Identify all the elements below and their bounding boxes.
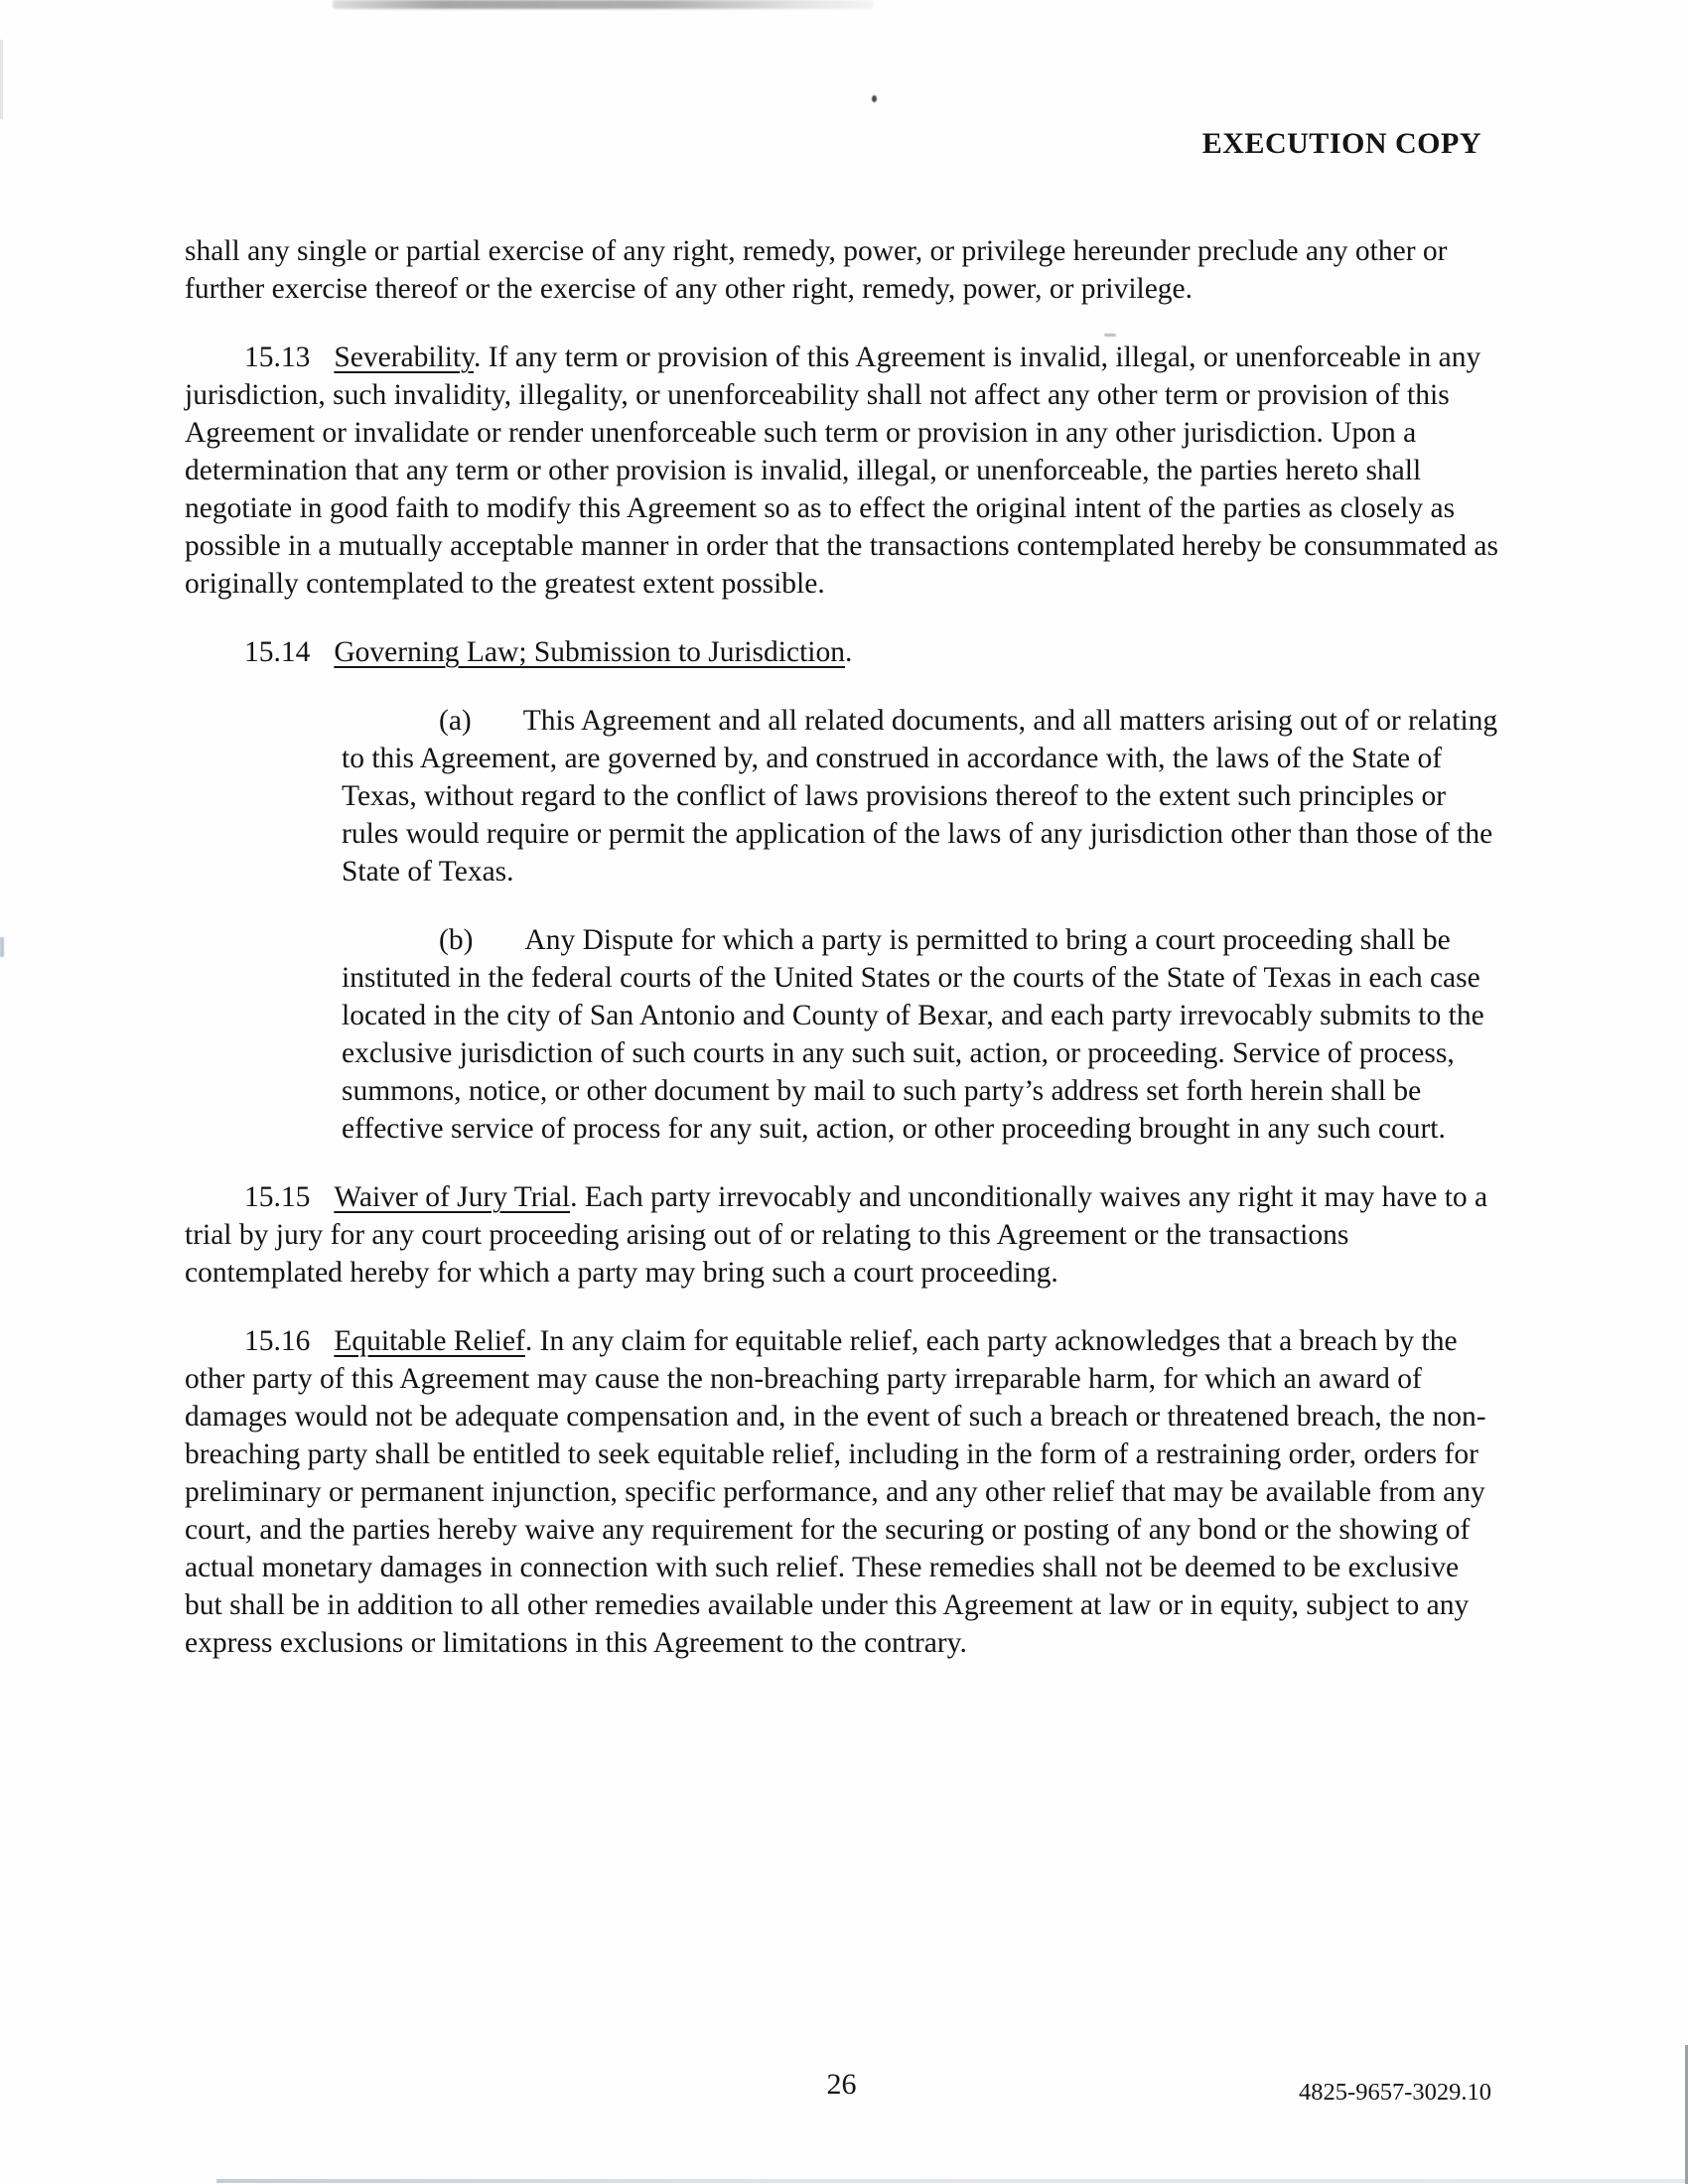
section-title-severability: Severability <box>334 341 475 373</box>
document-control-number: 4825-9657-3029.10 <box>1299 2079 1491 2106</box>
document-body <box>185 232 1501 1693</box>
section-text: . If any term or provision of this Agreement is invalid, illegal, or unenforceable in any jurisdiction, such invalidity, illegality, or unenforceability shall not affect any other term or provision of this Agreement or invalidate or render unenforceable such term or provision in any other jurisdiction. Upon a determination that any term or other provision is invalid, illegal, or unenforceable, the parties hereto shall negotiate in good faith to modify this Agreement so as to effect the original intent of the parties as closely as possible in a mutually acceptable manner in order that the transactions contemplated hereby be consummated as originally contemplated to the greatest extent possible. <box>185 341 1498 600</box>
subsection-a <box>342 702 1501 890</box>
section-text: . In any claim for equitable relief, each party acknowledges that a breach by the other party of this Agreement may cause the non-breaching party irreparable harm, for which an award of damages would not be adequate compensation and, in the event of such a breach or threatened breach, the non-breaching party shall be entitled to seek equitable relief, including in the form of a restraining order, orders for preliminary or permanent injunction, specific performance, and any other relief that may be available from any court, and the parties hereby waive any requirement for the securing or posting of any bond or the showing of actual monetary damages in connection with such relief. These remedies shall not be deemed to be exclusive but shall be in addition to all other remedies available under this Agreement at law or in equity, subject to any express exclusions or limitations in this Agreement to the contrary. <box>185 1325 1486 1659</box>
subsection-label: (b) <box>439 924 474 956</box>
section-number: 15.13 <box>244 341 311 373</box>
section-15-15 <box>185 1178 1501 1292</box>
subsection-text: This Agreement and all related documents, and all matters arising out of or relating to this Agreement, are governed by, and construed in accordance with, the laws of the State of Texas, without regard to the conflict of laws provisions thereof to the extent such principles or rules would require or permit the application of the laws of any jurisdiction other than those of the State of Texas. <box>342 705 1498 887</box>
scan-tick-left-edge <box>0 937 4 957</box>
execution-copy-header: EXECUTION COPY <box>1201 127 1481 160</box>
page-number: 26 <box>826 2068 857 2101</box>
subsection-b <box>342 921 1501 1148</box>
scan-streak-bottom <box>216 2179 1688 2183</box>
continuation-text: shall any single or partial exercise of any right, remedy, power, or privilege hereunder preclude any other or further exercise thereof or the exercise of any other right, remedy, power, or privilege. <box>185 235 1448 305</box>
section-15-16 <box>185 1322 1501 1662</box>
section-title-governing-law: Governing Law; Submission to Jurisdiction <box>334 636 845 668</box>
scan-speck <box>872 95 877 102</box>
scan-streak-top <box>333 0 874 9</box>
scan-edge-left <box>0 40 3 119</box>
section-text: . Each party irrevocably and unconditionally waives any right it may have to a trial by jury for any court proceeding arising out of or relating to this Agreement or the transactions contemplated hereby for which a party may bring such a court proceeding. <box>185 1181 1488 1289</box>
paragraph-continuation <box>185 232 1501 308</box>
section-number: 15.14 <box>244 636 311 668</box>
section-text: . <box>844 636 853 668</box>
section-15-13 <box>185 339 1501 603</box>
section-15-14 <box>185 633 1501 671</box>
section-title-equitable-relief: Equitable Relief <box>334 1325 525 1357</box>
subsection-label: (a) <box>439 705 472 737</box>
section-number: 15.15 <box>244 1181 311 1213</box>
section-title-jury-waiver: Waiver of Jury Trial <box>334 1181 571 1213</box>
section-number: 15.16 <box>244 1325 311 1357</box>
subsection-text: Any Dispute for which a party is permitted to bring a court proceeding shall be instituted in the federal courts of the United States or the courts of the State of Texas in each case located in the city of San Antonio and County of Bexar, and each party irrevocably submits to the exclusive jurisdiction of such courts in any such suit, action, or proceeding. Service of process, summons, notice, or other document by mail to such party’s address set forth herein shall be effective service of process for any suit, action, or other proceeding brought in any such court. <box>342 924 1484 1145</box>
